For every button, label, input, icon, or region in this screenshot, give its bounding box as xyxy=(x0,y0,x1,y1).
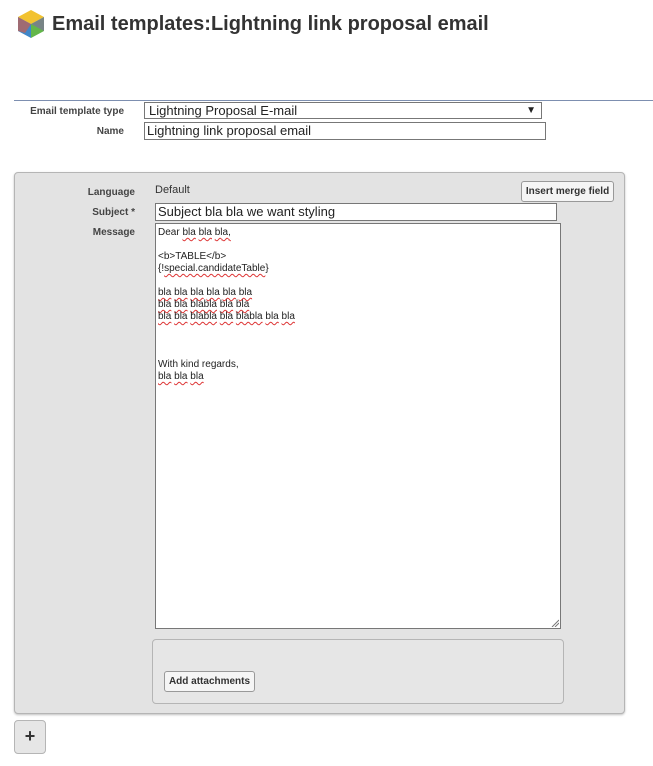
chevron-down-icon: ▼ xyxy=(526,105,536,116)
message-line: bla bla bla bla bla bla xyxy=(158,287,253,298)
message-line: bla bla bla xyxy=(158,371,204,382)
language-label: Language xyxy=(87,187,135,198)
name-label: Name xyxy=(96,126,124,137)
message-line xyxy=(158,275,558,287)
header-divider xyxy=(14,100,653,101)
message-line xyxy=(158,347,558,359)
message-line xyxy=(158,323,558,335)
message-line: bla bla blabla bla bla xyxy=(158,299,250,310)
message-line xyxy=(158,239,558,251)
message-line: <b>TABLE</b> xyxy=(158,251,227,262)
name-field[interactable]: Lightning link proposal email xyxy=(144,122,546,140)
resize-grip-icon[interactable] xyxy=(551,619,559,627)
message-textarea[interactable] xyxy=(155,223,561,629)
page-title: Email templates:Lightning link proposal email xyxy=(52,12,489,35)
message-line: With kind regards, xyxy=(158,359,239,370)
cube-logo-icon xyxy=(16,9,46,39)
message-line xyxy=(158,335,558,347)
message-line: {!special.candidateTable} xyxy=(158,263,269,274)
message-line: Dear bla bla bla, xyxy=(158,227,231,238)
insert-merge-field-button[interactable]: Insert merge field xyxy=(521,181,614,202)
page-header xyxy=(16,8,489,40)
template-type-value: Lightning Proposal E-mail xyxy=(149,103,298,118)
template-type-select[interactable] xyxy=(144,102,542,119)
message-label: Message xyxy=(92,227,135,238)
message-line: bla bla blabla bla blabla bla bla xyxy=(158,311,295,322)
language-value: Default xyxy=(155,184,190,196)
subject-label: Subject * xyxy=(92,207,135,218)
add-button[interactable]: + xyxy=(14,720,46,754)
add-attachments-button[interactable]: Add attachments xyxy=(164,671,255,692)
template-type-label: Email template type xyxy=(30,106,124,117)
subject-field[interactable]: Subject bla bla we want styling xyxy=(155,203,557,221)
